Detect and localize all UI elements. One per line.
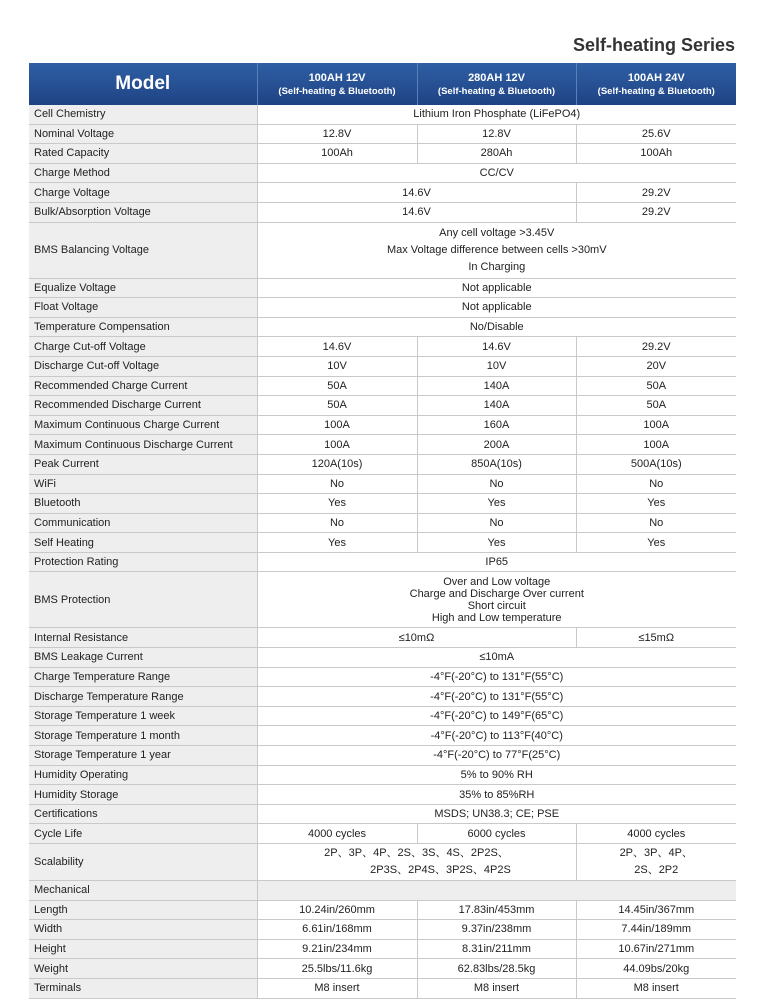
value-cell: 4000 cycles: [257, 824, 417, 844]
value-cell: No: [257, 513, 417, 533]
row-label: Certifications: [29, 804, 257, 824]
row-label: Internal Resistance: [29, 628, 257, 648]
col-header-sub: (Self-heating & Bluetooth): [597, 85, 715, 97]
value-cell: [257, 572, 736, 628]
row-label: Protection Rating: [29, 552, 257, 572]
section-label: Mechanical: [29, 881, 257, 901]
row-equalize-voltage: [29, 278, 736, 298]
value-cell: 5% to 90% RH: [257, 765, 736, 785]
row-rated-capacity: [29, 144, 736, 164]
value-cell: M8 insert: [257, 978, 417, 998]
value-cell: [257, 844, 576, 881]
value-cell: -4°F(-20°C) to 149°F(65°C): [257, 706, 736, 726]
row-label: Communication: [29, 513, 257, 533]
value-cell: 100A: [257, 435, 417, 455]
row-scalability: [29, 844, 736, 881]
value-cell: 4000 cycles: [576, 824, 736, 844]
row-label: Charge Cut-off Voltage: [29, 337, 257, 357]
value-cell: 10.67in/271mm: [576, 939, 736, 959]
row-bluetooth: [29, 494, 736, 514]
value-cell: Lithium Iron Phosphate (LiFePO4): [257, 105, 736, 124]
value-cell: Yes: [417, 533, 576, 553]
row-internal-resistance: [29, 628, 736, 648]
value-line: Charge and Discharge Over current: [409, 587, 584, 600]
row-label: Width: [29, 920, 257, 940]
value-cell: 14.6V: [257, 183, 576, 203]
value-line: 2P3S、2P4S、3P2S、4P2S: [370, 864, 511, 876]
value-cell: 140A: [417, 396, 576, 416]
row-label: Weight: [29, 959, 257, 979]
row-label: Nominal Voltage: [29, 124, 257, 144]
value-cell: Not applicable: [257, 298, 736, 318]
value-cell: M8 insert: [417, 978, 576, 998]
header-row: [29, 63, 736, 105]
model-header: Model: [29, 63, 257, 105]
row-float-voltage: [29, 298, 736, 318]
row-label: Bluetooth: [29, 494, 257, 514]
row-cell-chemistry: [29, 105, 736, 124]
row-storage-week: [29, 706, 736, 726]
value-cell: No/Disable: [257, 317, 736, 337]
row-bms-balancing: [29, 222, 736, 278]
value-line: Any cell voltage >3.45V: [439, 226, 555, 239]
row-cycle-life: [29, 824, 736, 844]
value-cell: 200A: [417, 435, 576, 455]
value-cell: 44.09bs/20kg: [576, 959, 736, 979]
row-nominal-voltage: [29, 124, 736, 144]
row-max-charge-current: [29, 415, 736, 435]
value-cell: -4°F(-20°C) to 77°F(25°C): [257, 746, 736, 766]
value-cell: 9.37in/238mm: [417, 920, 576, 940]
col-header-name: 280AH 12V: [468, 71, 525, 84]
value-cell: [576, 844, 736, 881]
row-rec-discharge-current: [29, 396, 736, 416]
row-label: Recommended Charge Current: [29, 376, 257, 396]
row-label: Maximum Continuous Charge Current: [29, 415, 257, 435]
value-line: In Charging: [468, 260, 526, 273]
row-label: BMS Balancing Voltage: [29, 222, 257, 278]
value-cell: 29.2V: [576, 183, 736, 203]
col-header-name: 100AH 12V: [308, 71, 366, 84]
value-cell: 14.6V: [257, 202, 576, 222]
row-label: Float Voltage: [29, 298, 257, 318]
value-cell: 6000 cycles: [417, 824, 576, 844]
value-cell: -4°F(-20°C) to 131°F(55°C): [257, 687, 736, 707]
row-charge-voltage: [29, 183, 736, 203]
row-rec-charge-current: [29, 376, 736, 396]
value-cell: Not applicable: [257, 278, 736, 298]
value-cell: No: [576, 474, 736, 494]
row-weight: [29, 959, 736, 979]
value-cell: 10V: [257, 356, 417, 376]
value-cell: 500A(10s): [576, 454, 736, 474]
value-cell: CC/CV: [257, 163, 736, 183]
row-label: Humidity Operating: [29, 765, 257, 785]
row-mechanical: [29, 881, 736, 901]
value-line: 2S、2P2: [634, 864, 679, 876]
row-storage-month: [29, 726, 736, 746]
row-label: Charge Temperature Range: [29, 667, 257, 687]
value-cell: MSDS; UN38.3; CE; PSE: [257, 804, 736, 824]
row-charge-cutoff: [29, 337, 736, 357]
row-wifi: [29, 474, 736, 494]
row-terminals: [29, 978, 736, 998]
value-cell: M8 insert: [576, 978, 736, 998]
value-cell: No: [576, 513, 736, 533]
value-cell: No: [417, 513, 576, 533]
value-cell: ≤15mΩ: [576, 628, 736, 648]
row-label: Rated Capacity: [29, 144, 257, 164]
row-temp-compensation: [29, 317, 736, 337]
value-cell: 100Ah: [257, 144, 417, 164]
row-label: Scalability: [29, 844, 257, 881]
row-label: Charge Method: [29, 163, 257, 183]
spec-table: [29, 63, 736, 999]
row-label: Self Heating: [29, 533, 257, 553]
value-cell: 12.8V: [417, 124, 576, 144]
value-cell: No: [257, 474, 417, 494]
row-charge-method: [29, 163, 736, 183]
value-cell: 50A: [257, 376, 417, 396]
section-blank: [257, 881, 736, 901]
row-communication: [29, 513, 736, 533]
row-bms-protection: [29, 572, 736, 628]
row-label: Storage Temperature 1 week: [29, 706, 257, 726]
value-cell: 25.5lbs/11.6kg: [257, 959, 417, 979]
value-cell: 35% to 85%RH: [257, 785, 736, 805]
row-discharge-cutoff: [29, 356, 736, 376]
row-label: BMS Leakage Current: [29, 648, 257, 668]
row-label: Recommended Discharge Current: [29, 396, 257, 416]
value-cell: 62.83lbs/28.5kg: [417, 959, 576, 979]
col-header-100ah-12v: [257, 63, 417, 105]
value-cell: Yes: [576, 533, 736, 553]
value-cell: ≤10mΩ: [257, 628, 576, 648]
value-cell: 280Ah: [417, 144, 576, 164]
value-cell: 850A(10s): [417, 454, 576, 474]
row-humidity-storage: [29, 785, 736, 805]
row-label: WiFi: [29, 474, 257, 494]
row-label: Charge Voltage: [29, 183, 257, 203]
row-width: [29, 920, 736, 940]
value-line: High and Low temperature: [431, 611, 562, 624]
value-cell: 10V: [417, 356, 576, 376]
value-cell: Yes: [257, 533, 417, 553]
value-cell: 14.6V: [417, 337, 576, 357]
row-length: [29, 900, 736, 920]
row-label: Length: [29, 900, 257, 920]
row-charge-temp: [29, 667, 736, 687]
row-protection-rating: [29, 552, 736, 572]
row-peak-current: [29, 454, 736, 474]
value-cell: 17.83in/453mm: [417, 900, 576, 920]
value-cell: 14.45in/367mm: [576, 900, 736, 920]
value-cell: 20V: [576, 356, 736, 376]
series-title: Self-heating Series: [572, 35, 735, 55]
row-label: Peak Current: [29, 454, 257, 474]
row-label: Maximum Continuous Discharge Current: [29, 435, 257, 455]
value-cell: 100A: [576, 415, 736, 435]
value-line: Over and Low voltage: [443, 575, 551, 588]
row-bms-leakage: [29, 648, 736, 668]
row-label: Discharge Temperature Range: [29, 687, 257, 707]
value-cell: 160A: [417, 415, 576, 435]
row-label: Cycle Life: [29, 824, 257, 844]
value-cell: 7.44in/189mm: [576, 920, 736, 940]
col-header-sub: (Self-heating & Bluetooth): [437, 85, 556, 97]
value-cell: 140A: [417, 376, 576, 396]
value-cell: 9.21in/234mm: [257, 939, 417, 959]
value-cell: -4°F(-20°C) to 131°F(55°C): [257, 667, 736, 687]
row-height: [29, 939, 736, 959]
row-label: Humidity Storage: [29, 785, 257, 805]
value-cell: -4°F(-20°C) to 113°F(40°C): [257, 726, 736, 746]
value-line: 2P、3P、4P、2S、3S、4S、2P2S、: [324, 847, 509, 859]
row-storage-year: [29, 746, 736, 766]
col-header-sub: (Self-heating & Bluetooth): [278, 85, 396, 97]
value-cell: [257, 222, 736, 278]
value-cell: Yes: [576, 494, 736, 514]
row-label: Storage Temperature 1 year: [29, 746, 257, 766]
value-cell: 6.61in/168mm: [257, 920, 417, 940]
value-cell: IP65: [257, 552, 736, 572]
value-cell: No: [417, 474, 576, 494]
row-self-heating: [29, 533, 736, 553]
row-label: Bulk/Absorption Voltage: [29, 202, 257, 222]
value-cell: Yes: [417, 494, 576, 514]
row-discharge-temp: [29, 687, 736, 707]
value-line: Short circuit: [467, 599, 526, 612]
row-label: Equalize Voltage: [29, 278, 257, 298]
value-cell: 29.2V: [576, 202, 736, 222]
value-cell: 50A: [257, 396, 417, 416]
row-certifications: [29, 804, 736, 824]
value-cell: 100A: [257, 415, 417, 435]
row-label: Cell Chemistry: [29, 105, 257, 124]
value-line: 2P、3P、4P、: [619, 847, 693, 859]
row-max-discharge-current: [29, 435, 736, 455]
value-cell: ≤10mA: [257, 648, 736, 668]
row-humidity-operating: [29, 765, 736, 785]
row-label: Storage Temperature 1 month: [29, 726, 257, 746]
value-cell: 8.31in/211mm: [417, 939, 576, 959]
value-cell: 50A: [576, 376, 736, 396]
row-label: Height: [29, 939, 257, 959]
value-cell: 10.24in/260mm: [257, 900, 417, 920]
value-cell: Yes: [257, 494, 417, 514]
value-cell: 25.6V: [576, 124, 736, 144]
value-line: Max Voltage difference between cells >30mV: [386, 243, 607, 256]
col-header-name: 100AH 24V: [627, 71, 685, 84]
row-label: BMS Protection: [29, 572, 257, 628]
value-cell: 100A: [576, 435, 736, 455]
value-cell: 50A: [576, 396, 736, 416]
row-label: Terminals: [29, 978, 257, 998]
col-header-280ah-12v: [417, 63, 576, 105]
value-cell: 100Ah: [576, 144, 736, 164]
col-header-100ah-24v: [576, 63, 736, 105]
row-label: Temperature Compensation: [29, 317, 257, 337]
row-bulk-voltage: [29, 202, 736, 222]
value-cell: 120A(10s): [257, 454, 417, 474]
value-cell: 12.8V: [257, 124, 417, 144]
value-cell: 29.2V: [576, 337, 736, 357]
value-cell: 14.6V: [257, 337, 417, 357]
row-label: Discharge Cut-off Voltage: [29, 356, 257, 376]
